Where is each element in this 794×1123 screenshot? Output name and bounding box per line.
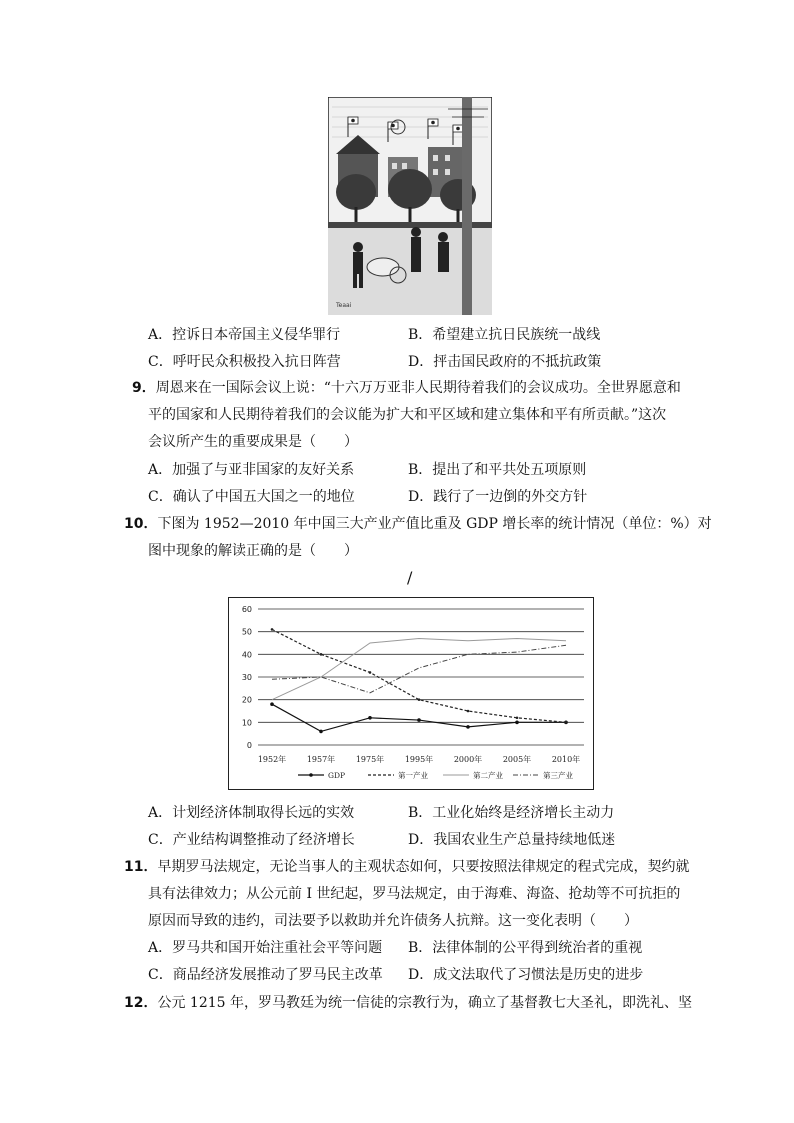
data-point <box>369 671 372 674</box>
cartoon-drawing <box>328 97 492 315</box>
q9-text-1: 周恩来在一国际会议上说：“十六万万亚非人民期待着我们的会议成功。全世界愿意和 <box>155 380 681 396</box>
chart-svg <box>228 597 594 790</box>
q9-number: 9． <box>132 380 156 396</box>
q11-line-1 <box>124 857 689 877</box>
q12-text-1: 公元 1215 年，罗马教廷为统一信徒的宗教行为，确立了基督教七大圣礼，即洗礼、坚 <box>157 995 693 1011</box>
y-tick-label: 20 <box>241 695 252 705</box>
data-point <box>320 653 323 656</box>
q9-option-c: C．确认了中国五大国之一的地位 <box>148 489 355 505</box>
y-tick-label: 50 <box>241 627 252 637</box>
data-point <box>565 721 568 724</box>
q10-line-1 <box>124 514 712 534</box>
q11-number: 11． <box>124 859 158 875</box>
q10-option-b: B．工业化始终是经济增长主动力 <box>408 805 615 821</box>
y-tick-label: 0 <box>246 741 252 750</box>
q10-line-2: 图中现象的解读正确的是（ ） <box>148 543 358 559</box>
q10-option-d: D．我国农业生产总量持续地低迷 <box>408 832 616 848</box>
svg-text:Teaai: Teaai <box>336 302 352 309</box>
cartoon-illustration <box>328 97 492 315</box>
data-point <box>319 730 323 734</box>
q9-line-1 <box>132 378 681 398</box>
legend-label: GDP <box>328 771 346 780</box>
q12-line-1 <box>124 993 692 1013</box>
x-tick-label: 1952年 <box>257 755 287 764</box>
data-point <box>466 725 470 729</box>
x-tick-label: 2000年 <box>453 755 483 764</box>
q11-text-1: 早期罗马法规定，无论当事人的主观状态如何，只要按照法律规定的程式完成，契约就 <box>157 859 690 875</box>
q10-option-c: C．产业结构调整推动了经济增长 <box>148 832 355 848</box>
data-point <box>515 721 519 725</box>
data-point <box>271 628 274 631</box>
q9-line-3: 会议所产生的重要成果是（ ） <box>148 434 358 450</box>
q11-line-2: 具有法律效力；从公元前 I 世纪起，罗马法规定，由于海难、海盗、抢劫等不可抗拒的 <box>148 886 681 902</box>
y-tick-label: 60 <box>241 605 252 614</box>
q9-option-b: B．提出了和平共处五项原则 <box>408 462 587 478</box>
q11-option-c: C．商品经济发展推动了罗马民主改革 <box>148 967 383 983</box>
legend-label: 第二产业 <box>473 771 503 780</box>
y-tick-label: 30 <box>241 673 252 682</box>
x-tick-label: 1995年 <box>404 755 434 764</box>
legend-label: 第一产业 <box>398 771 428 780</box>
q11-option-a: A．罗马共和国开始注重社会平等问题 <box>148 940 383 956</box>
data-point <box>418 698 421 701</box>
y-tick-label: 10 <box>241 718 252 728</box>
y-tick-label: 40 <box>241 650 252 660</box>
q9-option-a: A．加强了与亚非国家的友好关系 <box>148 462 355 478</box>
q8-option-c: C．呼吁民众积极投入抗日阵营 <box>148 354 341 370</box>
data-point <box>368 716 372 720</box>
q12-number: 12． <box>124 995 158 1011</box>
q10-number: 10． <box>124 516 158 532</box>
data-point <box>270 702 274 706</box>
q8-option-d: D．抨击国民政府的不抵抗政策 <box>408 354 602 370</box>
legend-marker <box>309 773 313 777</box>
q11-option-b: B．法律体制的公平得到统治者的重视 <box>408 940 643 956</box>
q9-option-d: D．践行了一边倒的外交方针 <box>408 489 588 505</box>
data-point <box>417 718 421 722</box>
q11-line-3: 原因而导致的违约，司法要予以救助并允许债务人抗辩。这一变化表明（ ） <box>148 913 638 929</box>
x-tick-label: 2010年 <box>551 755 581 764</box>
industry-gdp-chart <box>228 597 594 790</box>
q11-option-d: D．成文法取代了习惯法是历史的进步 <box>408 967 644 983</box>
legend-label: 第三产业 <box>543 771 573 780</box>
q10-option-a: A．计划经济体制取得长远的实效 <box>148 805 355 821</box>
stray-slash-mark: / <box>407 568 413 587</box>
x-tick-label: 1957年 <box>306 755 336 764</box>
x-tick-label: 1975年 <box>355 755 385 764</box>
q8-option-b: B．希望建立抗日民族统一战线 <box>408 327 601 343</box>
x-tick-label: 2005年 <box>502 755 532 764</box>
q8-option-a: A．控诉日本帝国主义侵华罪行 <box>148 327 341 343</box>
data-point <box>516 717 519 720</box>
data-point <box>467 710 470 713</box>
q10-text-1: 下图为 1952—2010 年中国三大产业产值比重及 GDP 增长率的统计情况（单位：%）对 <box>157 516 712 532</box>
q9-line-2: 平的国家和人民期待着我们的会议能为扩大和平区域和建立集体和平有所贡献。”这次 <box>148 407 667 423</box>
